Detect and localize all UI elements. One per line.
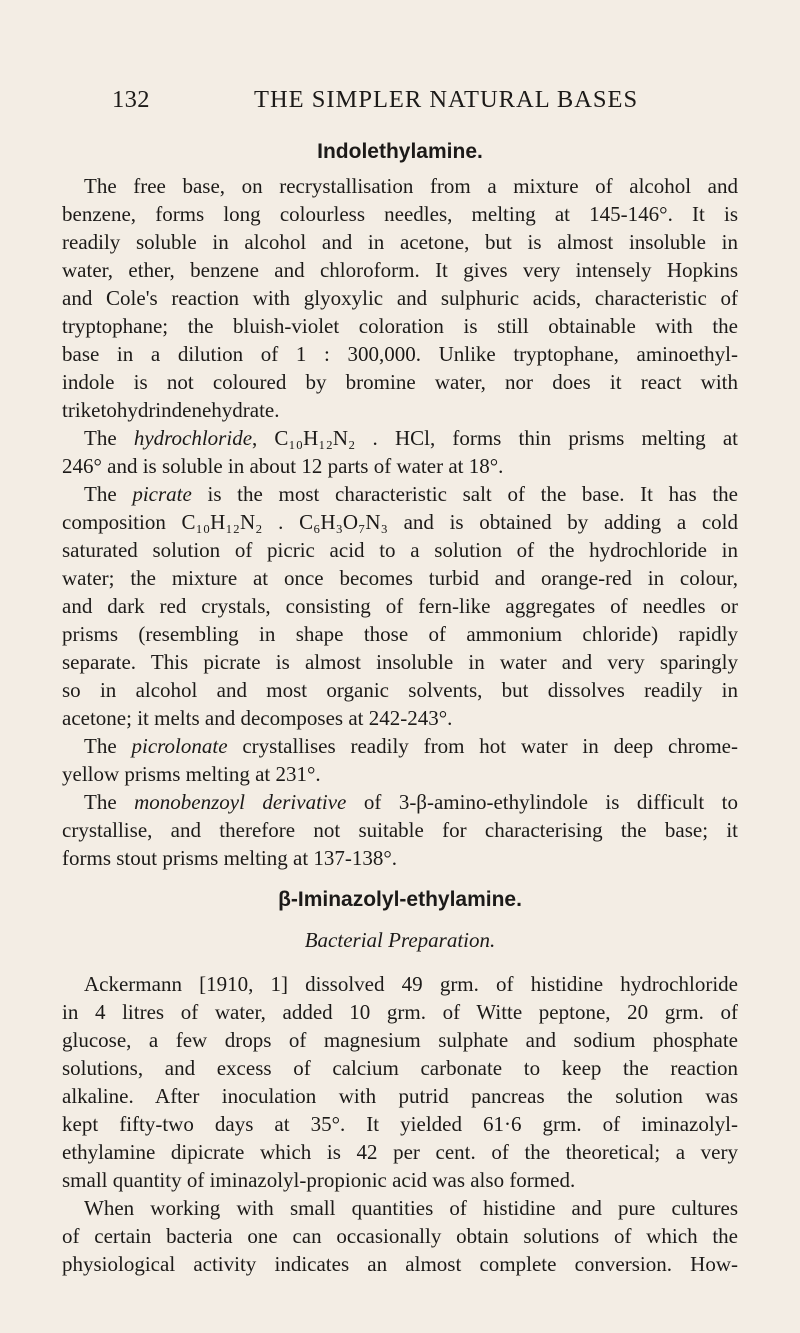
body-line: composition C₁₀H₁₂N₂ . C₆H₃O₇N₃ and is obtained by adding a cold [62, 510, 738, 534]
body-line: triketohydrindenehydrate. [62, 398, 280, 422]
body-line: base in a dilution of 1 : 300,000. Unlike tryptophane, aminoethyl- [62, 342, 738, 366]
body-line: separate. This picrate is almost insoluble in water and very sparingly [62, 650, 738, 674]
body-line: so in alcohol and most organic solvents, but dissolves readily in [62, 678, 738, 702]
body-line: and dark red crystals, consisting of fern-like aggregates of needles or [62, 594, 738, 618]
body-line: forms stout prisms melting at 137-138°. [62, 846, 398, 870]
body-line: When working with small quantities of histidine and pure cultures [84, 1196, 738, 1220]
body-line: small quantity of iminazolyl-propionic acid was also formed. [62, 1168, 576, 1192]
body-line: water, ether, benzene and chloroform. It gives very intensely Hopkins [62, 258, 738, 282]
body-line: Ackermann [1910, 1] dissolved 49 grm. of histidine hydrochloride [84, 972, 738, 996]
body-line: crystallise, and therefore not suitable for characterising the base; it [62, 818, 738, 842]
text-run: The [84, 426, 134, 450]
body-line: glucose, a few drops of magnesium sulphate and sodium phosphate [62, 1028, 738, 1052]
body-line: The free base, on recrystallisation from a mixture of alcohol and [84, 174, 738, 198]
body-line: tryptophane; the bluish-violet coloration is still obtainable with the [62, 314, 738, 338]
section-heading-indolethylamine: Indolethylamine. [317, 140, 483, 163]
text-run: The [84, 482, 133, 506]
body-line: alkaline. After inoculation with putrid pancreas the solution was [62, 1084, 738, 1108]
text-run: The [84, 790, 135, 814]
paragraph-monobenzoyl [62, 788, 738, 816]
body-line: ethylamine dipicrate which is 42 per cent. of the theoretical; a very [62, 1140, 738, 1164]
body-line: indole is not coloured by bromine water, nor does it react with [62, 370, 738, 394]
body-line: saturated solution of picric acid to a solution of the hydrochloride in [62, 538, 738, 562]
page-number: 132 [112, 86, 150, 113]
paragraph-picrate [62, 480, 738, 508]
running-title: THE SIMPLER NATURAL BASES [254, 86, 639, 113]
body-line: solutions, and excess of calcium carbonate to keep the reaction [62, 1056, 738, 1080]
body-line: yellow prisms melting at 231°. [62, 762, 321, 786]
body-line: readily soluble in alcohol and in acetone, but is almost insoluble in [62, 230, 738, 254]
paragraph-hydrochloride [62, 424, 738, 452]
body-line: prisms (resembling in shape those of ammonium chloride) rapidly [62, 622, 738, 646]
body-line: 246° and is soluble in about 12 parts of water at 18°. [62, 454, 504, 478]
italic-term: picrolonate [131, 734, 228, 758]
text-run: The [84, 734, 132, 758]
body-line: acetone; it melts and decomposes at 242-243°. [62, 706, 453, 730]
subheading-bacterial-preparation: Bacterial Preparation. [304, 928, 496, 952]
page-header [112, 86, 736, 120]
text-run: crystallises readily from hot water in deep chrome- [227, 734, 738, 758]
text-run: of 3-β-amino-ethylindole is difficult to [346, 790, 738, 814]
body-line: of certain bacteria one can occasionally obtain solutions of which the [62, 1224, 738, 1248]
italic-term: monobenzoyl derivative [134, 790, 347, 814]
body-line: water; the mixture at once becomes turbid and orange-red in colour, [62, 566, 738, 590]
body-line: and Cole's reaction with glyoxylic and sulphuric acids, characteristic of [62, 286, 738, 310]
body-line: benzene, forms long colourless needles, melting at 145-146°. It is [62, 202, 738, 226]
text-run: , C₁₀H₁₂N₂ . HCl, forms thin prisms melting at [252, 426, 738, 450]
body-line: in 4 litres of water, added 10 grm. of Witte peptone, 20 grm. of [62, 1000, 738, 1024]
body-line: kept fifty-two days at 35°. It yielded 61·6 grm. of iminazolyl- [62, 1112, 738, 1136]
paragraph-picrolonate [62, 732, 738, 760]
text-run: is the most characteristic salt of the base. It has the [191, 482, 738, 506]
section-heading-iminazolyl-ethylamine: β-Iminazolyl-ethylamine. [278, 888, 522, 911]
body-line: physiological activity indicates an almost complete conversion. How- [62, 1252, 738, 1276]
italic-term: picrate [132, 482, 192, 506]
italic-term: hydrochloride [133, 426, 253, 450]
